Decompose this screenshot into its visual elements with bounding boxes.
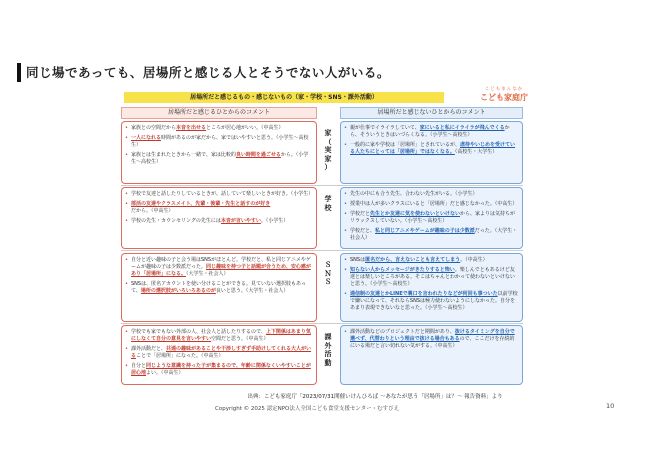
- highlighted-phrase: 先生とか友達に気を使わないといけない: [370, 211, 461, 217]
- comment-item: [350, 257, 518, 264]
- comment-text: よい。（中高生）: [146, 370, 184, 376]
- row-label: 課 外 活 動: [324, 333, 332, 367]
- highlighted-phrase: 同じような意識を持った子が集まるので、年齢に関係なくいやすいことが居心地: [131, 363, 311, 376]
- comment-item: [131, 125, 312, 132]
- right-comment-box-row-4: [340, 325, 523, 385]
- row-label: 家 （ 実 家 ）: [324, 129, 332, 171]
- highlighted-phrase: 場所の選択肢がいろいろあるのが: [140, 288, 216, 294]
- comment-item: [350, 211, 518, 225]
- logo-tagline: こどもまんなか: [484, 87, 524, 92]
- comment-text: （大学生・社会人）: [186, 271, 229, 277]
- comment-text: 課外活動などのプロジェクトだと期間があり、: [350, 329, 455, 335]
- comment-text: SNSは、匿名アカウントを使い分けることができる。見ていない選択肢もあって、: [131, 281, 306, 294]
- highlighted-phrase: 本音を出せる: [176, 125, 207, 131]
- comment-item: [131, 191, 312, 198]
- comment-text: 学校の先生・カウンセリングの先生には: [131, 218, 221, 224]
- comment-item: [131, 135, 312, 149]
- highlighted-phrase: 共通の趣味があることや干渉しすぎず手助けしてくれる大人がいる: [131, 346, 312, 359]
- comment-item: [131, 346, 312, 360]
- comment-text: ことで「居場所」になった。（中高生）: [136, 353, 224, 359]
- comment-text: ので、ここだけを存続的にいる場だと言い切れない気がする。（中高生）: [350, 336, 515, 349]
- highlighted-phrase: 本音が言いやすい: [220, 218, 261, 224]
- comment-text: 一般的に家や学校は「居場所」とされているが、: [350, 142, 461, 148]
- comment-item: [131, 257, 312, 278]
- comment-text: 。（中高生）: [460, 257, 488, 263]
- highlighted-phrase: 抜けるタイミングを自分で選べず、代替わりという理由で抜ける場合もある: [350, 329, 515, 342]
- highlighted-phrase: 私と同じアニメやゲームが趣味の子は少数派: [375, 228, 475, 234]
- highlighted-phrase: 一人になれる: [131, 135, 162, 141]
- highlighted-phrase: 上下関係はあまり気にしなくて自分の意見を言いやすい: [131, 329, 311, 342]
- comment-text: 自分と: [131, 363, 147, 369]
- comment-text: 親が仕事でイライラしていて、: [350, 125, 420, 131]
- comment-text: 良いと思う。（大学生・社会人）: [215, 288, 289, 294]
- comment-text: 家族とは生まれたときから一緒で、家は比較的: [131, 152, 236, 158]
- comment-item: [350, 142, 518, 156]
- row-divider: [121, 250, 523, 251]
- row-label: 学 校: [324, 195, 332, 212]
- comment-text: 学校だと、: [350, 228, 376, 234]
- row-divider: [121, 323, 523, 324]
- comment-item: [350, 291, 518, 312]
- comment-text: 。楽しんでともあるけど友達とは楽しいところがある。そこはちゃんとわかって使わないといけないと思う。（小学生〜高校生）: [350, 267, 516, 287]
- highlighted-phrase: 部活の友達やクラスメイト、先輩・後輩・先生と話すのが好き: [131, 201, 271, 207]
- comment-text: から。（小学生〜高校生）: [131, 152, 309, 165]
- comment-text: 以前学校で嫌いになって、それならSNSは極力使わないようにしなかった。自分をあまり表現できないなと思った。（小学生〜高校生）: [350, 291, 518, 311]
- comment-item: [350, 329, 518, 350]
- comment-text: 家族との空間だから: [131, 125, 177, 131]
- comment-item: [350, 201, 518, 208]
- comment-text: 。（小学生）: [260, 218, 289, 224]
- comment-text: SNSは: [350, 257, 366, 263]
- highlighted-phrase: 家にいると私にイライラが飛んでくる: [419, 125, 505, 131]
- highlighted-phrase: 匿名だから、言えないことも言えてしまう: [365, 257, 461, 263]
- source-citation: 出典：こども家庭庁「2023/07/31開催いけんひろば 〜あなたが思う「居場所」は？〜 報告資料」より: [247, 394, 503, 400]
- comment-text: 先生の中にも合う先生、合わない先生がいる。（小学生）: [350, 191, 478, 197]
- comment-text: 学校だと: [350, 211, 371, 217]
- left-comment-box-row-1: [121, 121, 317, 184]
- section-banner: 居場所だと感じるもの・感じないもの（家・学校・SNS・課外活動）: [124, 92, 444, 103]
- comment-text: 課外活動だと、: [131, 346, 167, 352]
- title-accent-bar: [17, 63, 21, 82]
- comment-text: 自分と近い趣味の子と会う場はSNSがほとんど。学校だと、私と同じアニメやゲームが趣味の子は少数派だった。: [131, 257, 311, 270]
- comment-item: [350, 267, 518, 288]
- right-comment-box-row-3: [340, 253, 523, 322]
- comment-text: だから。（中高生）: [131, 208, 174, 214]
- left-comment-box-row-3: [121, 253, 317, 322]
- comment-text: だった。（大学生・社会人）: [350, 228, 518, 241]
- left-comment-box-row-4: [121, 325, 317, 385]
- comment-text: 授業中は人が多いクラスにいると「居場所」だと感じなかった。（中高生）: [350, 201, 518, 207]
- right-comment-box-row-1: [340, 121, 523, 184]
- comment-item: [131, 218, 312, 225]
- row-label: Ｓ Ｎ Ｓ: [324, 261, 332, 286]
- comment-text: 学校で友達と話したりしているときが、話していて楽しいときが好き。（小学生）: [131, 191, 314, 197]
- row-divider: [121, 185, 523, 186]
- comment-text: （高校生・大学生）: [454, 149, 498, 155]
- comment-item: [131, 281, 312, 295]
- slide-title: 同じ場であっても、居場所と感じる人とそうでない人がいる。: [26, 65, 390, 80]
- comment-text: 空間だと思う。（中高生）: [211, 336, 269, 342]
- comment-item: [131, 329, 312, 343]
- comment-item: [350, 191, 518, 198]
- logo-name: こども家庭庁: [480, 93, 528, 102]
- highlighted-phrase: 知らない人からメッセージがきたりすると怖い: [350, 267, 455, 273]
- copyright-text: Copyright © 2025 認定NPO法人全国こども食堂支援センター・むすびえ: [215, 406, 400, 412]
- left-comment-box-row-2: [121, 187, 317, 249]
- comment-item: [131, 363, 312, 377]
- highlighted-phrase: 通信制の友達とかLINEで裏口を言われたりなどが何回も事ついた: [350, 291, 498, 297]
- comment-text: 学校でも家でもない外部の人、社会人と話したりするので、: [131, 329, 266, 335]
- comment-text: から、家よりは気持ちがリラックスしていない。（小学生〜高校生）: [350, 211, 516, 224]
- highlighted-phrase: 良い時間を過ごせる: [235, 152, 281, 158]
- comment-text: ところが居心地がいい。（中高生）: [206, 125, 284, 131]
- right-column-header: 居場所だと感じないひとからのコメント: [340, 107, 523, 119]
- comment-text: から、そういうときはいづらくなる。（小学生〜高校生）: [350, 125, 510, 138]
- comment-text: 時間があるのが家だから、家ではいやすいと思う。（小学生〜高校生）: [131, 135, 309, 148]
- page-number: 10: [606, 402, 615, 410]
- comment-item: [131, 152, 312, 166]
- comment-item: [350, 125, 518, 139]
- left-column-header: 居場所だと感じるひとからのコメント: [121, 107, 317, 119]
- comment-item: [131, 201, 312, 215]
- highlighted-phrase: 同じ趣味を持つ子と話題が合うため、安心感があり「居場所」になる。: [131, 264, 311, 277]
- right-comment-box-row-2: [340, 187, 523, 249]
- kodomo-katei-cho-logo: [472, 86, 536, 103]
- comment-item: [350, 228, 518, 242]
- highlighted-phrase: 虐待やいじめを受けている人たちにとっては「居場所」ではなくなる。: [350, 142, 516, 155]
